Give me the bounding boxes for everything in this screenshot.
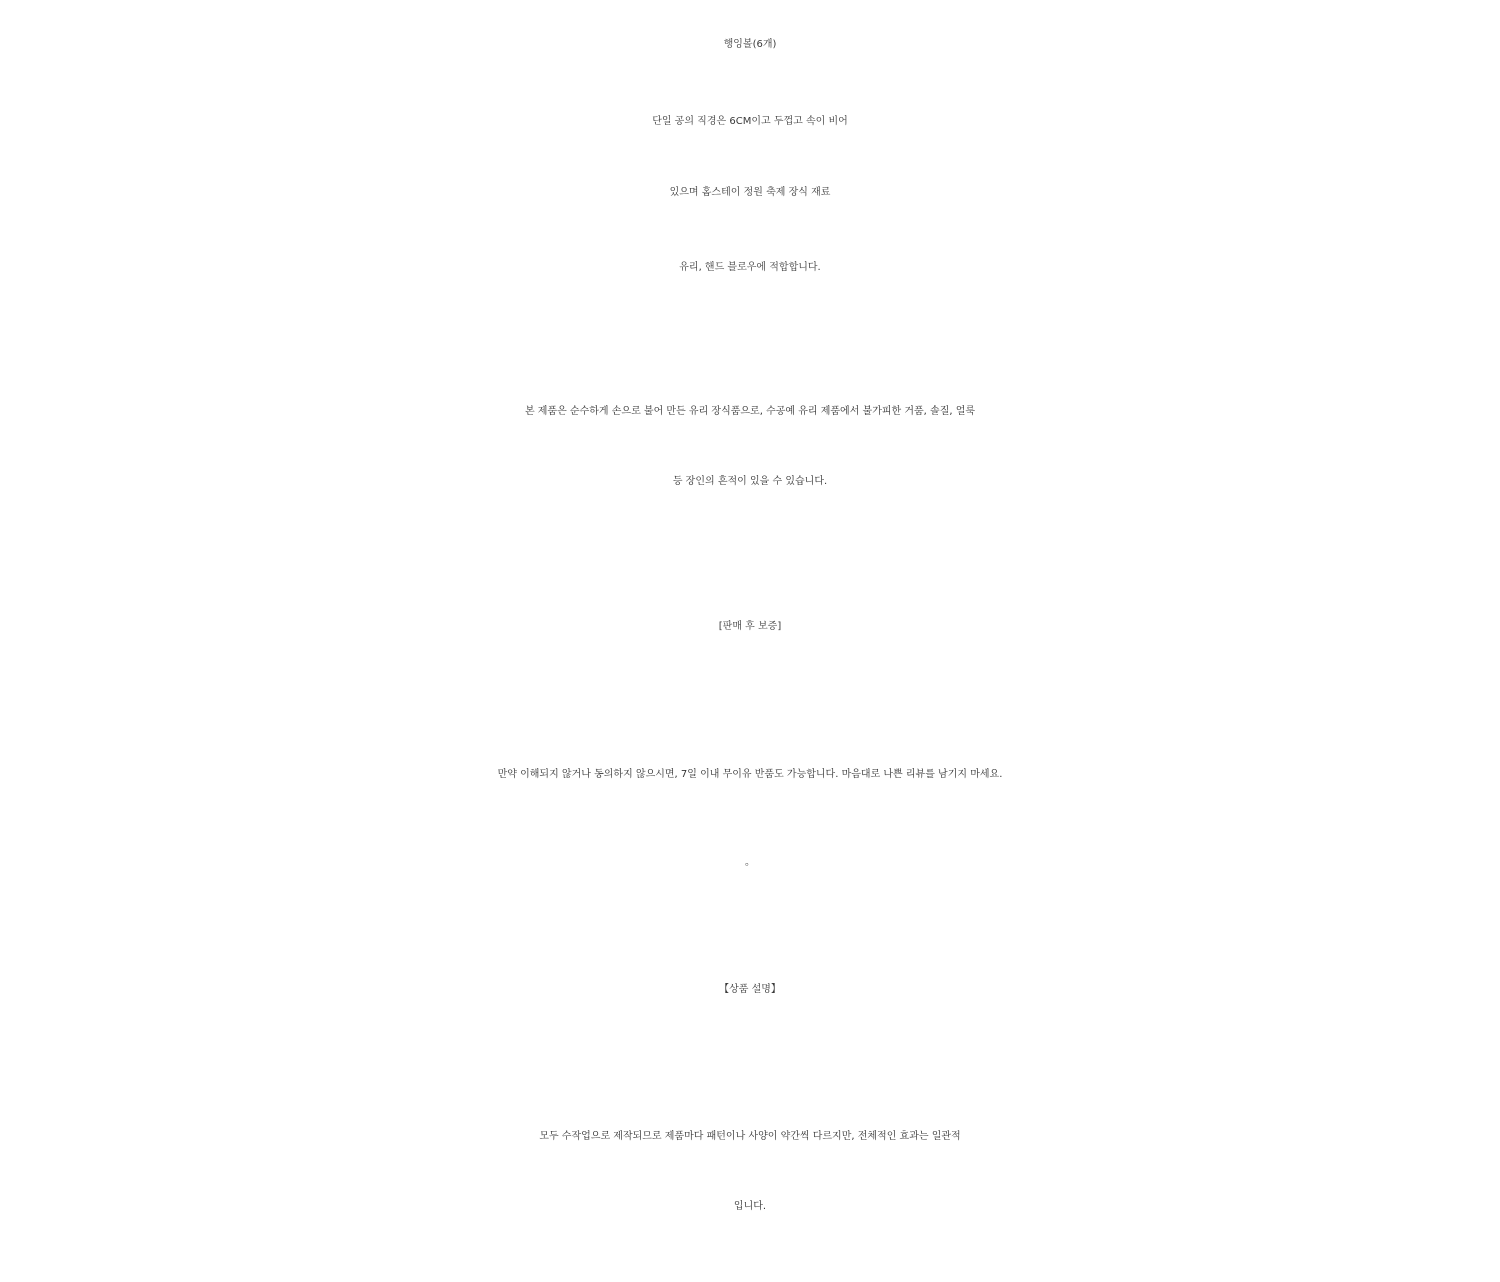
warranty-trailing-mark: 。: [745, 857, 755, 868]
description-heading: 【상품 설명】: [719, 984, 781, 995]
notice-line-1: 본 제품은 순수하게 손으로 불어 만든 유리 장식품으로, 수공예 유리 제품에서 불가피한 거품, 솔질, 얼룩: [524, 406, 976, 417]
spec-line-2: 있으며 홈스테이 정원 축제 장식 재료: [669, 187, 831, 198]
description-line-2: 입니다.: [733, 1201, 767, 1212]
spec-line-1: 단일 공의 직경은 6CM이고 두껍고 속이 비어: [652, 116, 848, 127]
description-line-1: 모두 수작업으로 제작되므로 제품마다 패턴이나 사양이 약간씩 다르지만, 전체적인 효과는 일관적: [539, 1131, 961, 1142]
warranty-heading: [판매 후 보증]: [718, 621, 782, 632]
product-title: 행잉볼(6개): [723, 39, 777, 50]
notice-line-2: 등 장인의 흔적이 있을 수 있습니다.: [672, 476, 828, 487]
warranty-text: 만약 이해되지 않거나 동의하지 않으시면, 7일 이내 무이유 반품도 가능합니다. 마음대로 나쁜 리뷰를 남기지 마세요.: [497, 769, 1003, 780]
spec-line-3: 유리, 핸드 블로우에 적합합니다.: [679, 262, 821, 273]
